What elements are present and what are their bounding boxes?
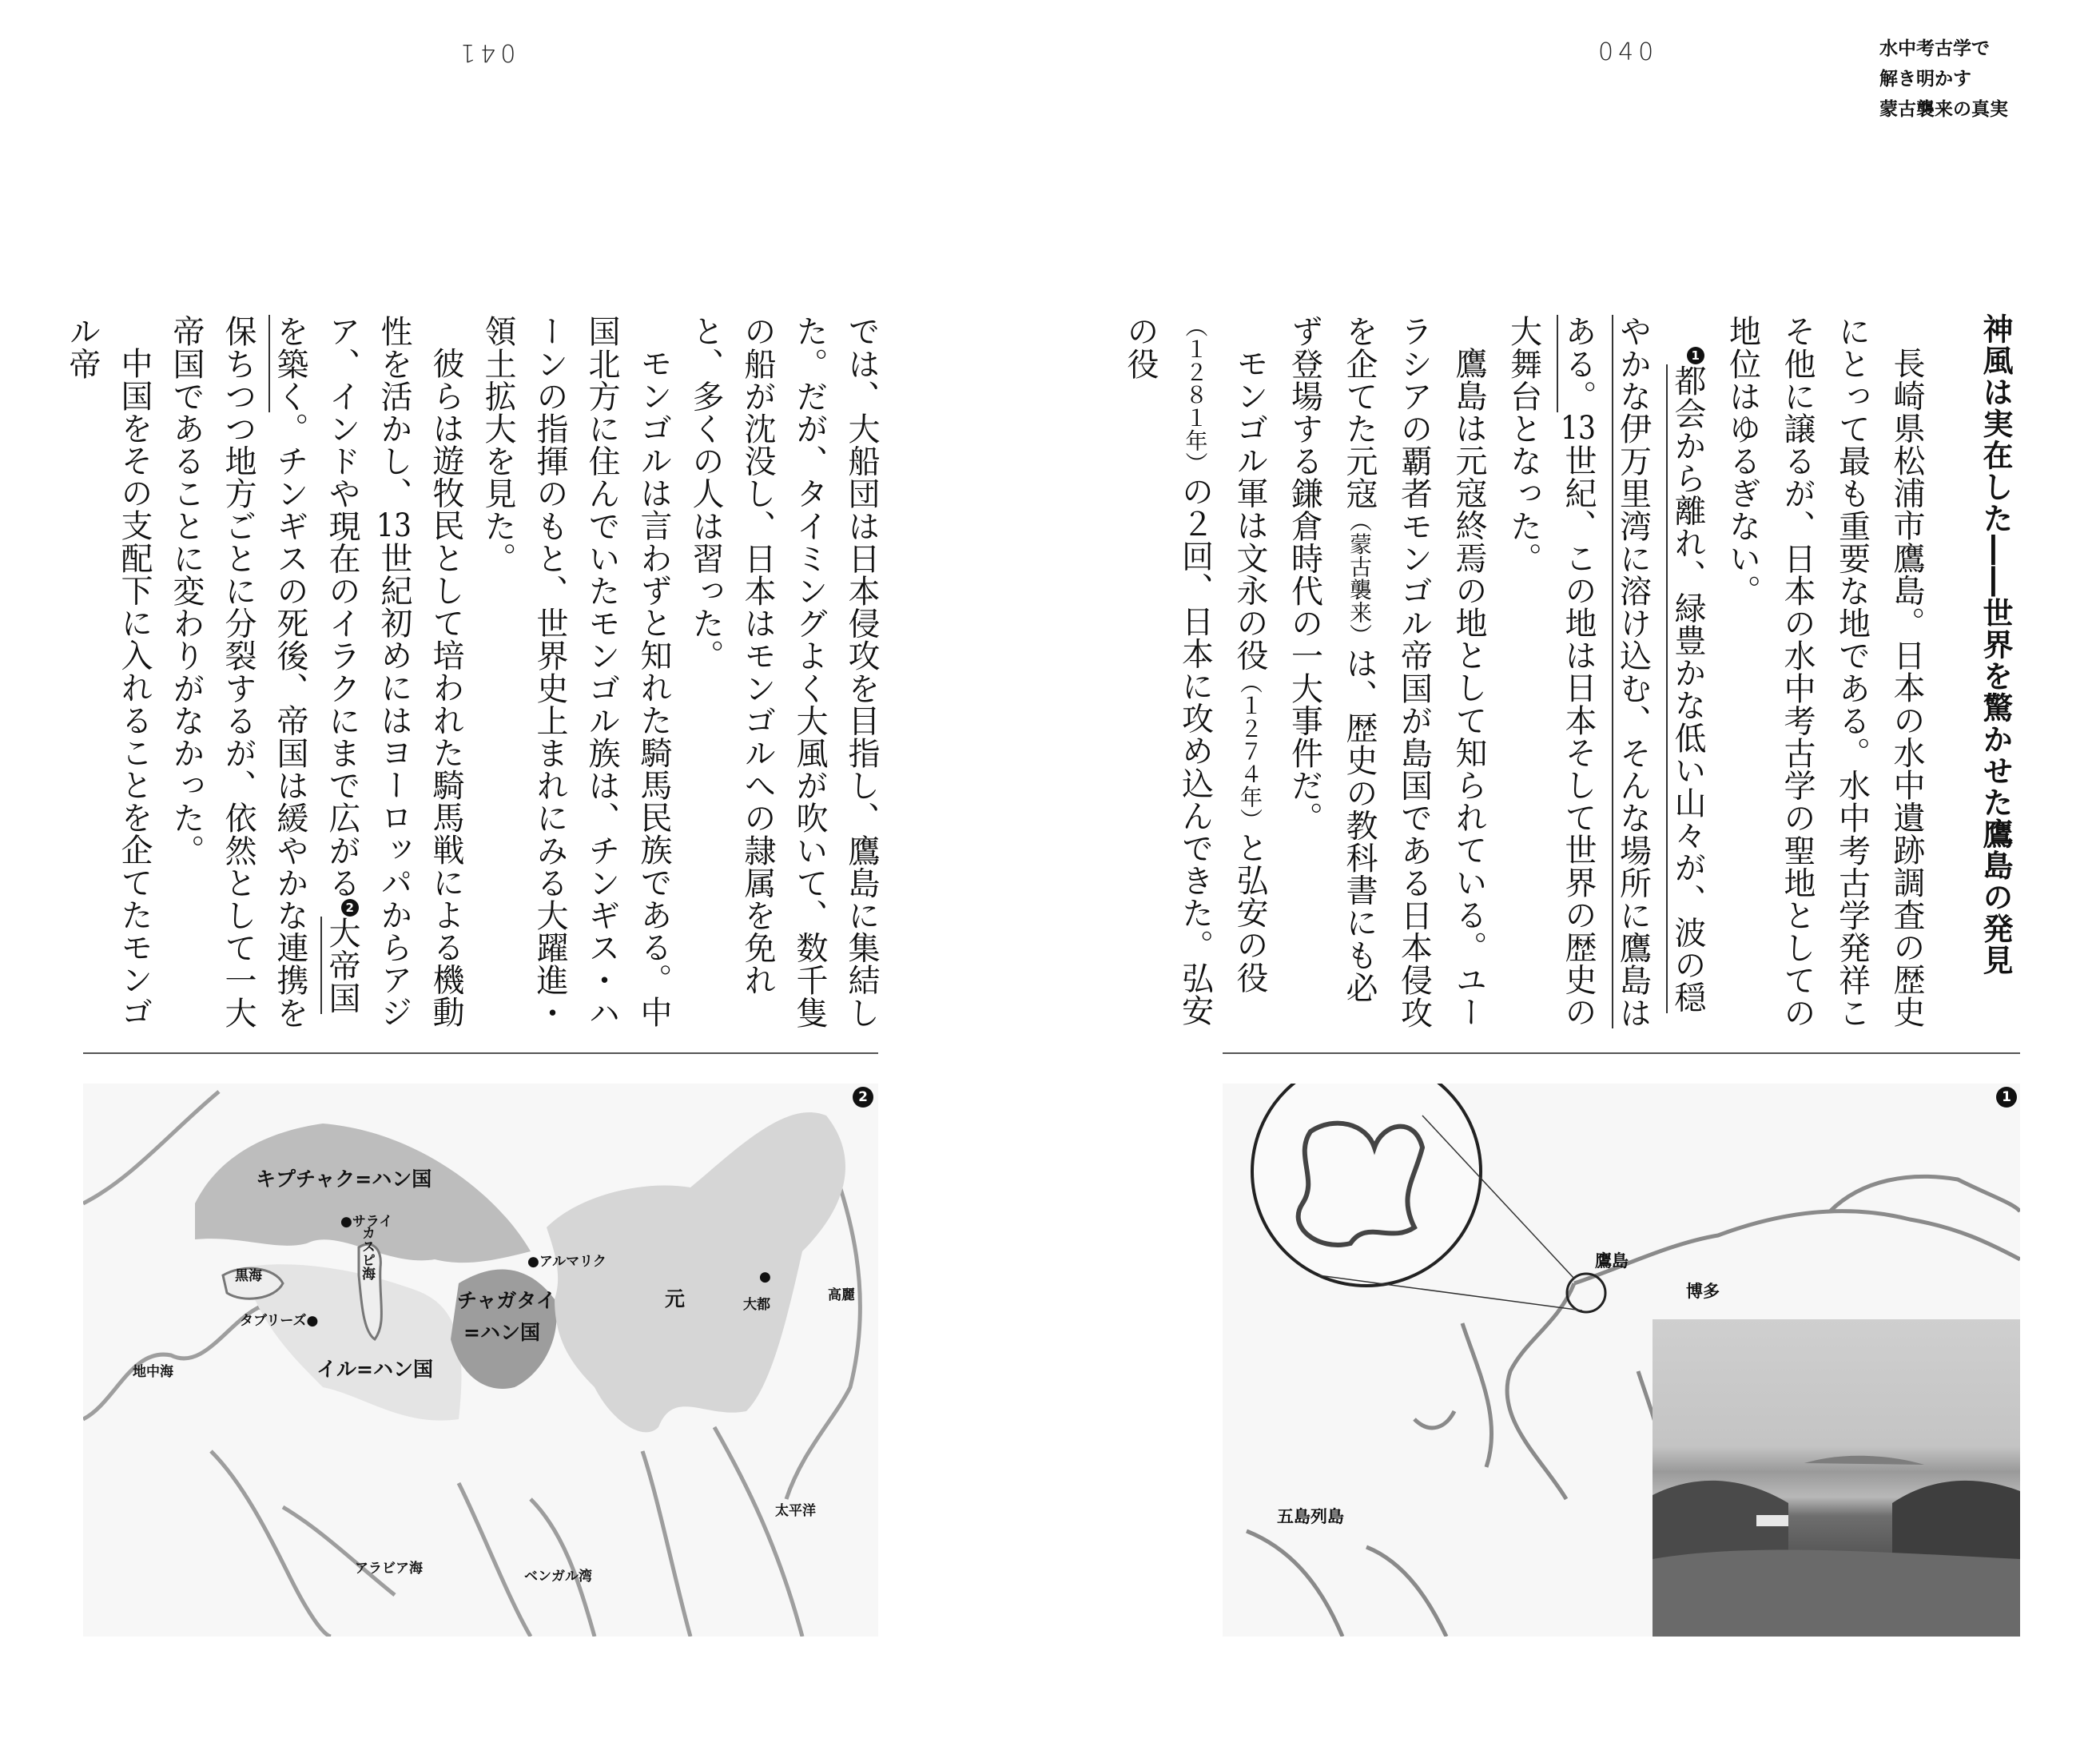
coastline (83, 1092, 219, 1203)
region-yuan (547, 1112, 845, 1432)
figure-marker-1: 1 (1996, 1087, 2017, 1108)
coastline (1462, 1323, 1492, 1467)
text: 世紀、この地は日本そして世界の歴史の大舞台となった。 (1505, 315, 1597, 1028)
mongol-empire-map (83, 1084, 878, 1637)
page-number-left: 041 (455, 38, 516, 66)
map-shapes (83, 1084, 878, 1637)
dadu-dot: ● (759, 1269, 771, 1285)
paren-year: （１２７４年） (1237, 671, 1263, 832)
number: 13 (376, 509, 412, 542)
paragraph: モンゴルは言わずと知れた騎馬民族である。中国北方に住んでいたモンゴル族は、チンギス・ハーンの指揮のもと、世界史上まれにみる大躍進・領土拡大を見た。 (479, 315, 672, 1029)
label-caspian: カスピ海 (359, 1226, 375, 1280)
label-yuan: 元 (665, 1287, 686, 1310)
left-body-text (64, 315, 887, 1031)
right-body-text (1122, 315, 1934, 1031)
paren-year: （１２８１年） (1182, 315, 1209, 475)
coastline (714, 1427, 802, 1637)
label-arabian-sea: アラビア海 (355, 1561, 423, 1577)
running-head-line: 水中考古学で (1879, 38, 1990, 59)
label-black-sea: 黒海 (235, 1268, 262, 1284)
number: 13 (1561, 412, 1596, 444)
title-dash: ―― (1978, 534, 2013, 598)
paragraph (1496, 315, 1715, 1031)
coastline (283, 1507, 395, 1595)
paren-note: （蒙古襲来） (1346, 509, 1373, 647)
running-head-line: 解き明かす (1879, 69, 1971, 89)
label-bay-of-bengal: ベンガル湾 (524, 1569, 592, 1585)
underlined-text: 大帝国を築く (268, 315, 360, 1014)
distant-island (1804, 1456, 1924, 1465)
coastline (1414, 1411, 1454, 1428)
note-marker-1: 1 (1687, 347, 1704, 364)
label-mediterranean: 地中海 (133, 1364, 173, 1380)
coastline (642, 1451, 690, 1637)
section-title-part1: 神風は実在した (1978, 313, 2013, 535)
takashima-landscape-photo (1653, 1319, 2020, 1637)
label-almaliq: ●アルマリク (527, 1254, 607, 1270)
paragraph: 長崎県松浦市鷹島。日本の水中遺跡調査の歴史にとって最も重要な地である。水中考古学発祥こそ他に譲るが、日本の水中考古学の聖地としての地位はゆるぎない。 (1724, 315, 1925, 1029)
label-chagatai: チャガタイ (457, 1289, 556, 1312)
underlined-text: 都会から離れ、緑豊かな低い山々が、波の穏やかな伊万里湾に溶け込む、そんな場所に鷹島はある。 (1557, 315, 1706, 1028)
text: は、歴史の教科書にも必ず登場する鎌倉時代の一大事件だ。 (1286, 315, 1378, 1004)
section-title-part2: 世界を驚かせた鷹島の発見 (1978, 597, 2013, 976)
text: の２回、日本に攻め込んできた。弘安の役 (1122, 315, 1214, 1027)
running-head-line: 蒙古襲来の真実 (1879, 99, 2008, 120)
text: と弘安の役 (1231, 831, 1268, 994)
text: 。チンギスの死後、帝国は緩やかな連携を保ちつつ地方ごとに分裂するが、依然として一大帝国であることに変わりがなかった。 (168, 315, 308, 1029)
divider-right (1223, 1052, 2020, 1054)
photo-shapes (1653, 1319, 2020, 1637)
text: 世紀初めにはヨーロッパからアジア、インドや現在のイラクにまで広がる (324, 315, 412, 1028)
page-number-right: 040 (1598, 38, 1659, 66)
label-chagatai-khanate: =ハン国 (463, 1321, 540, 1344)
label-ilkhanate: イル=ハン国 (316, 1358, 433, 1381)
section-title (1974, 313, 2018, 976)
coastline (1247, 1531, 1342, 1637)
text: 鷹島は元寇終焉の地として知られている。ユーラシアの覇者モンゴル帝国が島国である日本侵攻を企てた元寇 (1341, 315, 1487, 1029)
label-kipchak: キプチャク=ハン国 (256, 1167, 432, 1191)
paragraph: では、大船団は日本侵攻を目指し、鷹島に集結した。だが、タイミングよく大風が吹いて、数千隻の船が沈没し、日本はモンゴルへの隷属を免れと、多くの人は習った。 (687, 315, 880, 1029)
text: 彼らは遊牧民として培われた騎馬戦による機動性を活かし、 (376, 315, 464, 1028)
coastline (211, 1451, 331, 1637)
coastline (1574, 1211, 2020, 1283)
text: モンゴル軍は文永の役 (1231, 347, 1268, 671)
label-sarai: ●サライ (340, 1214, 393, 1230)
coastline (1830, 1176, 2020, 1211)
foreground-grass (1653, 1549, 2020, 1637)
label-takashima: 鷹島 (1595, 1251, 1629, 1271)
building (1756, 1515, 1788, 1526)
label-pacific: 太平洋 (775, 1503, 816, 1519)
label-tabriz: タブリーズ● (240, 1313, 319, 1329)
paragraph (1113, 315, 1278, 1031)
paragraph: 中国をその支配下に入れることを企てたモンゴル帝 (64, 315, 153, 1028)
label-goto-islands: 五島列島 (1277, 1507, 1344, 1526)
coastline (1507, 1283, 1574, 1499)
running-head (1879, 34, 2008, 125)
paragraph (1277, 315, 1496, 1031)
coastline (1366, 1547, 1446, 1637)
label-dadu: 大都 (743, 1297, 770, 1313)
figure-marker-2: 2 (853, 1087, 873, 1108)
coastline (459, 1483, 531, 1637)
inset-circle (1252, 1084, 1481, 1286)
paragraph (160, 315, 471, 1031)
label-hakata: 博多 (1686, 1282, 1720, 1301)
divider-left (83, 1052, 878, 1054)
note-marker-2: 2 (341, 899, 359, 917)
leader-line (1318, 1275, 1582, 1310)
label-goryeo: 高麗 (828, 1287, 855, 1303)
